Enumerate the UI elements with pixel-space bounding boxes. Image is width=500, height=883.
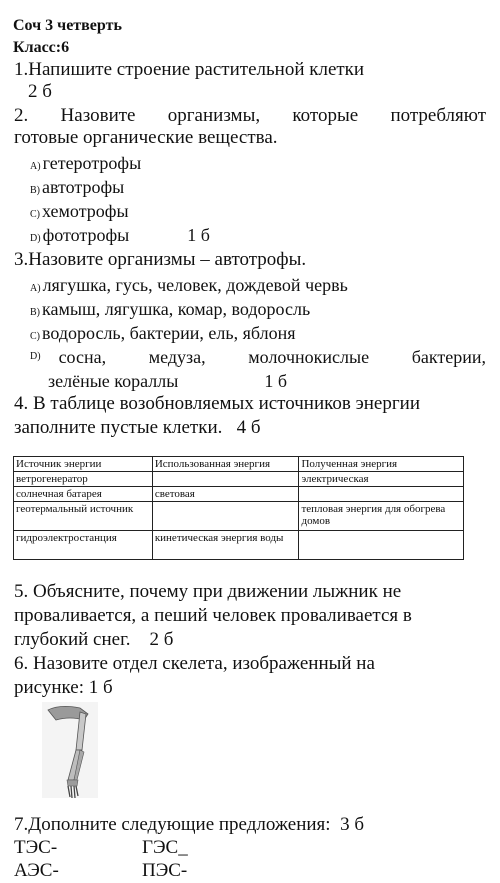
table-header-cell: Использованная энергия — [152, 457, 299, 472]
option-text: гетеротрофы — [42, 153, 142, 173]
option-letter: B) — [30, 185, 40, 196]
option-letter: B) — [30, 307, 40, 318]
option-letter: D) — [30, 233, 41, 244]
ges-blank: ГЭС_ — [142, 837, 188, 858]
table-row — [14, 472, 464, 487]
option-text: фототрофы — [42, 225, 130, 245]
table-cell-empty[interactable] — [299, 487, 464, 502]
arm-skeleton-image — [40, 700, 100, 800]
table-row — [14, 531, 464, 560]
pes-blank: ПЭС- — [142, 860, 188, 881]
option-text: камыш, лягушка, комар, водоросль — [42, 299, 311, 319]
question-6-line1: 6. Назовите отдел скелета, изображенный на — [14, 653, 375, 674]
question-1-points: 2 б — [28, 81, 52, 102]
question-7 — [14, 813, 486, 837]
table-cell: световая — [152, 487, 299, 502]
table-cell-empty[interactable] — [299, 531, 464, 560]
question-5-points: 2 б — [149, 629, 174, 650]
question-3-points: 1 б — [264, 371, 287, 391]
table-cell-empty[interactable] — [152, 472, 299, 487]
option-text: автотрофы — [42, 177, 125, 197]
table-header-row — [14, 457, 464, 472]
option-text: хемотрофы — [42, 201, 129, 221]
option-letter: A) — [30, 283, 41, 294]
option-letter: A) — [30, 161, 41, 172]
tes-blank: ТЭС- — [14, 837, 58, 858]
table-row — [14, 487, 464, 502]
question-1: 1.Напишите строение растительной клетки — [14, 59, 365, 80]
table-cell: гидроэлектростанция — [14, 531, 153, 560]
table-header-cell: Полученная энергия — [299, 457, 464, 472]
option-text: лягушка, гусь, человек, дождевой червь — [42, 275, 348, 295]
option-letter: C) — [30, 209, 40, 220]
option-letter: C) — [30, 331, 40, 342]
question-2-line1: 2. Назовите организмы, которые потребляют — [14, 105, 486, 126]
option-text: водоросль, бактерии, ель, яблоня — [42, 323, 296, 343]
table-cell: электрическая — [299, 472, 464, 487]
question-2-line2: готовые органические вещества. — [14, 127, 278, 148]
question-4-line1: 4. В таблице возобновляемых источников энергии — [14, 393, 420, 414]
question-7-row2 — [14, 859, 486, 883]
question-7-row1 — [14, 836, 486, 860]
question-5-text: глубокий снег. — [14, 629, 131, 650]
table-cell: кинетическая энергия воды — [152, 531, 299, 560]
option-text-continued: зелёные кораллы — [48, 371, 179, 391]
grade-label: Класс:6 — [13, 39, 70, 56]
question-5-line1: 5. Объясните, почему при движении лыжник не — [14, 581, 402, 602]
q3-option-d-continuation — [48, 369, 287, 393]
table-cell: геотермальный источник — [14, 502, 153, 531]
table-cell: ветрогенератор — [14, 472, 153, 487]
question-5-line3 — [14, 628, 486, 652]
question-2-points: 1 б — [187, 225, 210, 245]
question-6-line2: рисунке: 1 б — [14, 677, 113, 698]
question-7-text: 7.Дополните следующие предложения: — [14, 814, 331, 835]
option-letter: D) — [30, 351, 41, 362]
aes-blank: АЭС- — [14, 860, 59, 881]
energy-sources-table — [13, 456, 464, 560]
question-4-text: заполните пустые клетки. — [14, 417, 223, 438]
question-4-points: 4 б — [236, 417, 261, 438]
table-header-cell: Источник энергии — [14, 457, 153, 472]
table-cell: тепловая энергия для обогрева домов — [299, 502, 464, 531]
question-5-line2: проваливается, а пеший человек проваливается в — [14, 605, 412, 626]
q3-option-d — [30, 345, 486, 369]
worksheet-title: Соч 3 четверть — [13, 17, 122, 34]
option-text: сосна, медуза, молочнокислые бактерии, — [58, 347, 486, 367]
question-4-line2 — [14, 416, 486, 440]
q2-option-d — [30, 223, 210, 251]
question-3: 3.Назовите организмы – автотрофы. — [14, 249, 307, 270]
table-cell-empty[interactable] — [152, 502, 299, 531]
question-7-points: 3 б — [340, 814, 364, 835]
table-cell: солнечная батарея — [14, 487, 153, 502]
table-row — [14, 502, 464, 531]
